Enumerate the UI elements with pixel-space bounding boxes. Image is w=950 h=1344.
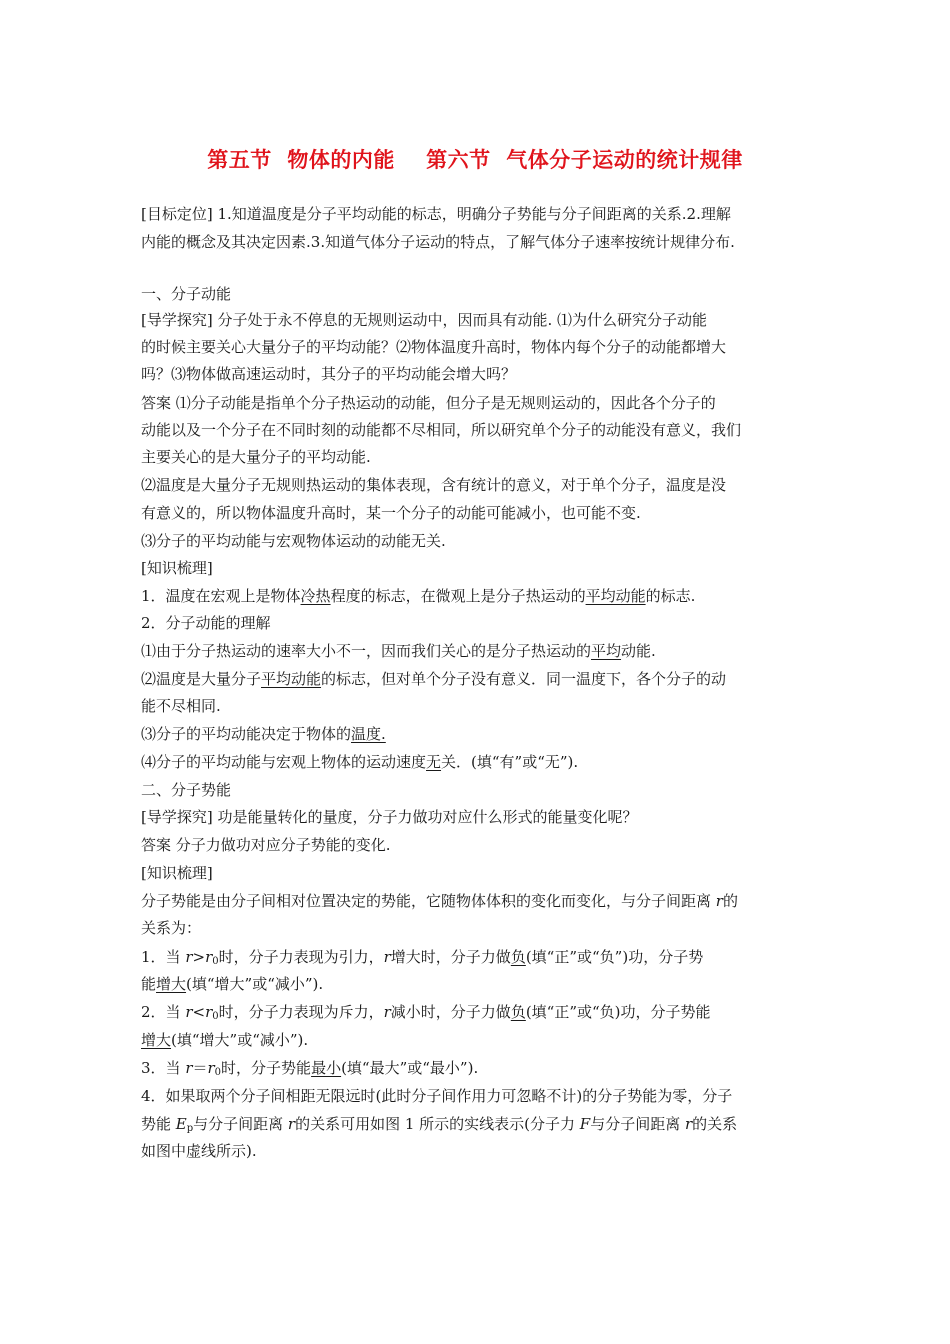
text-line	[141, 1141, 811, 1161]
text-segment: r	[205, 948, 213, 966]
text-segment: ⑷分子的平均动能与宏观上物体的运动速度	[141, 753, 427, 771]
text-line	[141, 310, 811, 330]
text-segment: 内能的概念及其决定因素.3.知道气体分子运动的特点，了解气体分子速率按统计规律分布.	[141, 233, 735, 251]
text-line	[141, 337, 811, 357]
text-segment: r	[383, 1003, 391, 1021]
text-line	[141, 420, 811, 440]
text-line	[141, 918, 811, 938]
text-segment: r	[685, 1115, 693, 1133]
text-segment: 能	[141, 975, 157, 993]
text-segment: 增大时，分子力做	[390, 948, 511, 966]
text-segment: 时，分子力表现为引力，	[218, 948, 384, 966]
text-segment: r	[185, 948, 193, 966]
text-segment: 分子势能是由分子间相对位置决定的势能，它随物体体积的变化而变化，与分子间距离	[141, 892, 716, 910]
text-segment: 吗？⑶物体做高速运动时，其分子的平均动能会增大吗？	[141, 365, 517, 383]
text-segment: ＝	[192, 1059, 208, 1077]
answer-blank: 负	[510, 948, 526, 966]
text-segment: 的关系可用如图 1 所示的实线表示(分子力	[295, 1115, 580, 1133]
text-line	[141, 669, 811, 689]
text-line	[141, 364, 811, 384]
text-line	[141, 696, 811, 716]
text-segment: 程度的标志，在微观上是分子热运动的	[330, 587, 586, 605]
text-segment: 一、分子动能	[141, 285, 232, 303]
text-segment: 主要关心的是大量分子的平均动能.	[141, 448, 371, 466]
text-segment: r	[205, 1003, 213, 1021]
answer-blank: 增大	[141, 1031, 172, 1049]
text-segment: r	[287, 1115, 296, 1133]
text-line	[141, 1030, 811, 1050]
text-line	[141, 531, 811, 551]
section-title: 第五节 物体的内能 第六节 气体分子运动的统计规律	[207, 147, 743, 172]
text-segment: 有意义的，所以物体温度升高时，某一个分子的动能可能减小，也可能不变.	[141, 504, 641, 522]
text-segment: 2．当	[141, 1003, 186, 1021]
text-line	[141, 1002, 811, 1027]
text-segment: [导学探究] 功是能量转化的量度，分子力做功对应什么形式的能量变化呢？	[141, 808, 638, 826]
text-segment: 如图中虚线所示).	[141, 1142, 257, 1160]
text-segment: (填“正”或“负)功，分子势能	[525, 1003, 711, 1021]
text-line	[141, 1086, 811, 1106]
answer-blank: 平均动能	[261, 670, 322, 688]
text-segment: p	[186, 1123, 194, 1134]
text-segment: >	[192, 948, 206, 966]
text-segment: r	[207, 1059, 215, 1077]
text-segment: ⑵温度是大量分子	[141, 670, 262, 688]
text-segment: ⑴由于分子热运动的速率大小不一，因而我们关心的是分子热运动的	[141, 642, 592, 660]
text-line	[141, 974, 811, 994]
answer-blank: 最小	[311, 1059, 342, 1077]
text-line	[141, 863, 811, 883]
text-segment: [知识梳理]	[141, 559, 213, 577]
text-line	[141, 780, 811, 800]
text-segment: 时，分子势能	[221, 1059, 312, 1077]
text-segment: ⑶分子的平均动能与宏观物体运动的动能无关.	[141, 532, 446, 550]
text-segment: r	[715, 892, 723, 910]
text-segment: (填“正”或“负”)功，分子势	[525, 948, 704, 966]
text-line	[141, 232, 811, 252]
text-segment: 关．(填“有”或“无”).	[441, 753, 579, 771]
text-segment: [目标定位] 1.知道温度是分子平均动能的标志，明确分子势能与分子间距离的关系.2.理解	[141, 205, 731, 223]
text-segment: 0	[214, 1067, 222, 1078]
answer-blank: 负	[510, 1003, 526, 1021]
text-segment: 的时候主要关心大量分子的平均动能？⑵物体温度升高时，物体内每个分子的动能都增大	[141, 338, 727, 356]
text-segment: 的标志.	[645, 587, 696, 605]
text-segment: 的	[722, 892, 738, 910]
answer-blank: 增大	[156, 975, 187, 993]
text-segment: 答案 ⑴分子动能是指单个分子热运动的动能，但分子是无规则运动的，因此各个分子的	[141, 394, 716, 412]
text-segment: r	[185, 1059, 193, 1077]
answer-blank: 平均动能	[585, 587, 646, 605]
text-line	[141, 835, 811, 855]
text-line	[141, 1114, 811, 1139]
text-segment: <	[192, 1003, 206, 1021]
text-segment: r	[185, 1003, 193, 1021]
text-segment: 与分子间距离	[590, 1115, 685, 1133]
text-segment: 二、分子势能	[141, 781, 232, 799]
text-segment: (填“最大”或“最小”).	[341, 1059, 479, 1077]
text-line	[141, 393, 811, 413]
text-line	[141, 613, 811, 633]
answer-blank: 冷热	[300, 587, 331, 605]
text-segment: ⑶分子的平均动能决定于物体的	[141, 725, 352, 743]
text-line	[141, 1058, 811, 1083]
text-segment: 0	[212, 956, 219, 967]
text-segment: E	[175, 1115, 187, 1133]
text-segment: 1．当	[141, 948, 186, 966]
text-line	[141, 641, 811, 661]
text-segment: 能不尽相同.	[141, 697, 221, 715]
text-segment: (填“增大”或“减小”).	[186, 975, 324, 993]
text-line	[141, 724, 811, 744]
text-segment: 3．当	[141, 1059, 186, 1077]
text-line	[141, 447, 811, 467]
text-segment: [知识梳理]	[141, 864, 213, 882]
text-line	[141, 475, 811, 495]
answer-blank: 平均	[591, 642, 622, 660]
text-line	[141, 558, 811, 578]
answer-blank: 温度.	[351, 725, 386, 743]
text-segment: 与分子间距离	[193, 1115, 288, 1133]
text-segment: 0	[212, 1011, 219, 1022]
text-segment: 的关系	[692, 1115, 738, 1133]
text-segment: ⑵温度是大量分子无规则热运动的集体表现，含有统计的意义，对于单个分子，温度是没	[141, 476, 727, 494]
text-segment: 答案 分子力做功对应分子势能的变化.	[141, 836, 391, 854]
text-line	[141, 204, 811, 224]
text-segment: 动能.	[621, 642, 656, 660]
text-line	[141, 586, 811, 606]
text-line	[141, 891, 811, 911]
text-segment: 减小时，分子力做	[390, 1003, 511, 1021]
text-segment: 时，分子力表现为斥力，	[218, 1003, 384, 1021]
text-segment: F	[579, 1115, 591, 1133]
answer-blank: 无	[426, 753, 442, 771]
text-line	[141, 503, 811, 523]
text-segment: (填“增大”或“减小”).	[171, 1031, 309, 1049]
text-line	[141, 752, 811, 772]
text-segment: 关系为：	[141, 919, 202, 937]
text-segment: 4．如果取两个分子间相距无限远时(此时分子间作用力可忽略不计)的分子势能为零，分子	[141, 1087, 733, 1105]
text-line	[141, 807, 811, 827]
text-segment: 1．温度在宏观上是物体	[141, 587, 301, 605]
text-segment: 2．分子动能的理解	[141, 614, 271, 632]
text-line	[141, 284, 811, 304]
text-segment: 动能以及一个分子在不同时刻的动能都不尽相同，所以研究单个分子的动能没有意义，我们	[141, 421, 742, 439]
text-segment: 势能	[141, 1115, 176, 1133]
text-segment: [导学探究] 分子处于永不停息的无规则运动中，因而具有动能. ⑴为什么研究分子动能	[141, 311, 708, 329]
text-line	[141, 947, 811, 972]
text-segment: 的标志，但对单个分子没有意义．同一温度下，各个分子的动	[321, 670, 727, 688]
text-segment: r	[383, 948, 391, 966]
